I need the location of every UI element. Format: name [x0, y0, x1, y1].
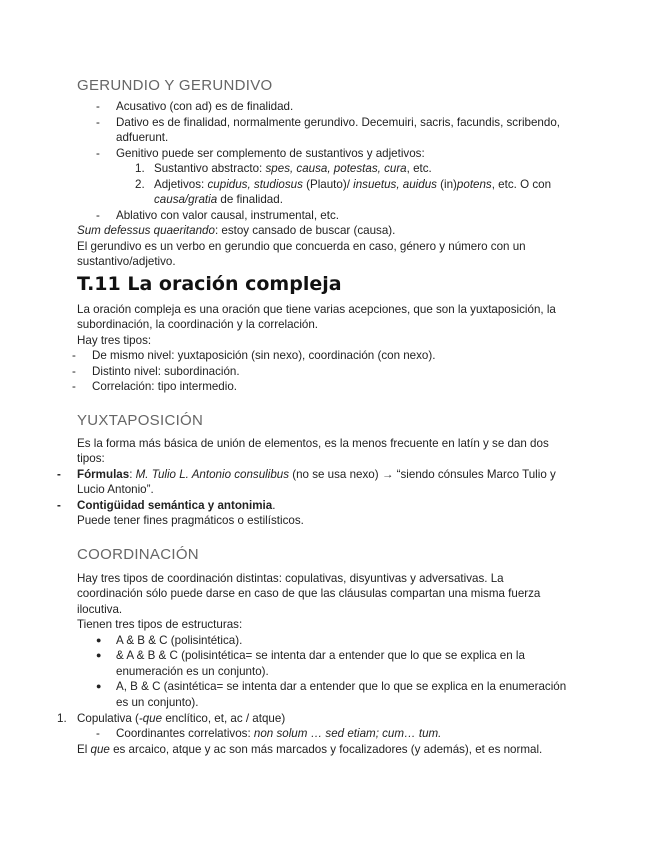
gerundio-definition: El gerundivo es un verbo en gerundio que concuerda en caso, género y número con un	[77, 240, 526, 253]
coord-intro-cont: coordinación sólo puede darse en caso de que las cláusulas compartan una misma fuerza	[77, 587, 541, 600]
t11-types-label: Hay tres tipos:	[77, 334, 152, 347]
dash-marker: -	[72, 365, 76, 378]
number-marker: 1.	[57, 712, 67, 725]
t11-type-item: De mismo nivel: yuxtaposición (sin nexo), coordinación (con nexo).	[92, 349, 436, 362]
gerundio-item-dativo: Dativo es de finalidad, normalmente gerundivo. Decemuiri, sacris, facundis, scribendo,	[116, 116, 560, 129]
section-heading-coordinacion: COORDINACIÓN	[77, 546, 199, 563]
coord-structure-item-cont: es un conjunto).	[116, 696, 199, 709]
coord-structures-label: Tienen tres tipos de estructuras:	[77, 618, 243, 631]
t11-intro-cont: subordinación, la coordinación y la correlación.	[77, 318, 319, 331]
dash-marker: -	[96, 209, 100, 222]
yux-intro: Es la forma más básica de unión de elementos, es la menos frecuente en latín y se dan dos	[77, 437, 549, 450]
copulativa-note: El que es arcaico, atque y ac son más marcados y focalizadores (y además), et es normal.	[77, 743, 543, 756]
dash-marker: -	[96, 116, 100, 129]
dash-marker: -	[96, 727, 100, 740]
dash-marker: -	[96, 147, 100, 160]
dash-marker: -	[57, 499, 61, 512]
t11-type-item: Distinto nivel: subordinación.	[92, 365, 240, 378]
gerundio-item-dativo-cont: adfuerunt.	[116, 131, 169, 144]
number-marker: 1.	[135, 162, 145, 175]
gerundio-item-acusativo: Acusativo (con ad) es de finalidad.	[116, 100, 294, 113]
chapter-title: T.11 La oración compleja	[77, 273, 342, 295]
t11-intro: La oración compleja es una oración que tiene varias acepciones, que son la yuxtaposición, la	[77, 303, 556, 316]
copulativa-subitem: Coordinantes correlativos: non solum … sed etiam; cum… tum.	[116, 727, 442, 740]
dash-marker: -	[57, 468, 61, 481]
gerundio-example: Sum defessus quaeritando: estoy cansado de buscar (causa).	[77, 224, 396, 237]
yux-intro-cont: tipos:	[77, 452, 105, 465]
genitivo-subitem-adjetivos: Adjetivos: cupidus, studiosus (Plauto)/ insuetus, auidus (in)potens, etc. O con	[154, 178, 552, 191]
genitivo-subitem-adjetivos-cont: causa/gratia de finalidad.	[154, 193, 283, 206]
gerundio-definition-cont: sustantivo/adjetivo.	[77, 255, 176, 268]
bullet-marker: ●	[96, 650, 102, 660]
number-marker: 2.	[135, 178, 145, 191]
coord-intro: Hay tres tipos de coordinación distintas: copulativas, disyuntivas y adversativas. La	[77, 572, 504, 585]
bullet-marker: ●	[96, 681, 102, 691]
coord-intro-cont: ilocutiva.	[77, 603, 123, 616]
dash-marker: -	[72, 349, 76, 362]
dash-marker: -	[72, 380, 76, 393]
yux-item-formulas-cont: Lucio Antonio”.	[77, 483, 154, 496]
section-heading-yuxtaposicion: YUXTAPOSICIÓN	[77, 412, 204, 429]
gerundio-item-genitivo: Genitivo puede ser complemento de sustantivos y adjetivos:	[116, 147, 425, 160]
coord-structure-item: A & B & C (polisintética).	[116, 634, 243, 647]
yux-note: Puede tener fines pragmáticos o estilísticos.	[77, 514, 304, 527]
section-heading-gerundio: GERUNDIO Y GERUNDIVO	[77, 77, 273, 94]
coord-structure-item-cont: enumeración es un conjunto).	[116, 665, 269, 678]
gerundio-item-ablativo: Ablativo con valor causal, instrumental, etc.	[116, 209, 339, 222]
yux-item-contiguidad: Contigüidad semántica y antonimia.	[77, 499, 276, 512]
yux-item-formulas: Fórmulas: M. Tulio L. Antonio consulibus (no se usa nexo) → “siendo cónsules Marco Tulio y	[77, 468, 556, 481]
bullet-marker: ●	[96, 635, 102, 645]
t11-type-item: Correlación: tipo intermedio.	[92, 380, 237, 393]
genitivo-subitem-sustantivo: Sustantivo abstracto: spes, causa, potestas, cura, etc.	[154, 162, 432, 175]
coord-structure-item: & A & B & C (polisintética= se intenta dar a entender que lo que se explica en la	[116, 649, 525, 662]
coord-structure-item: A, B & C (asintética= se intenta dar a entender que lo que se explica en la enumeración	[116, 680, 567, 693]
coord-type-copulativa: Copulativa (-que enclítico, et, ac / atque)	[77, 712, 286, 725]
dash-marker: -	[96, 100, 100, 113]
